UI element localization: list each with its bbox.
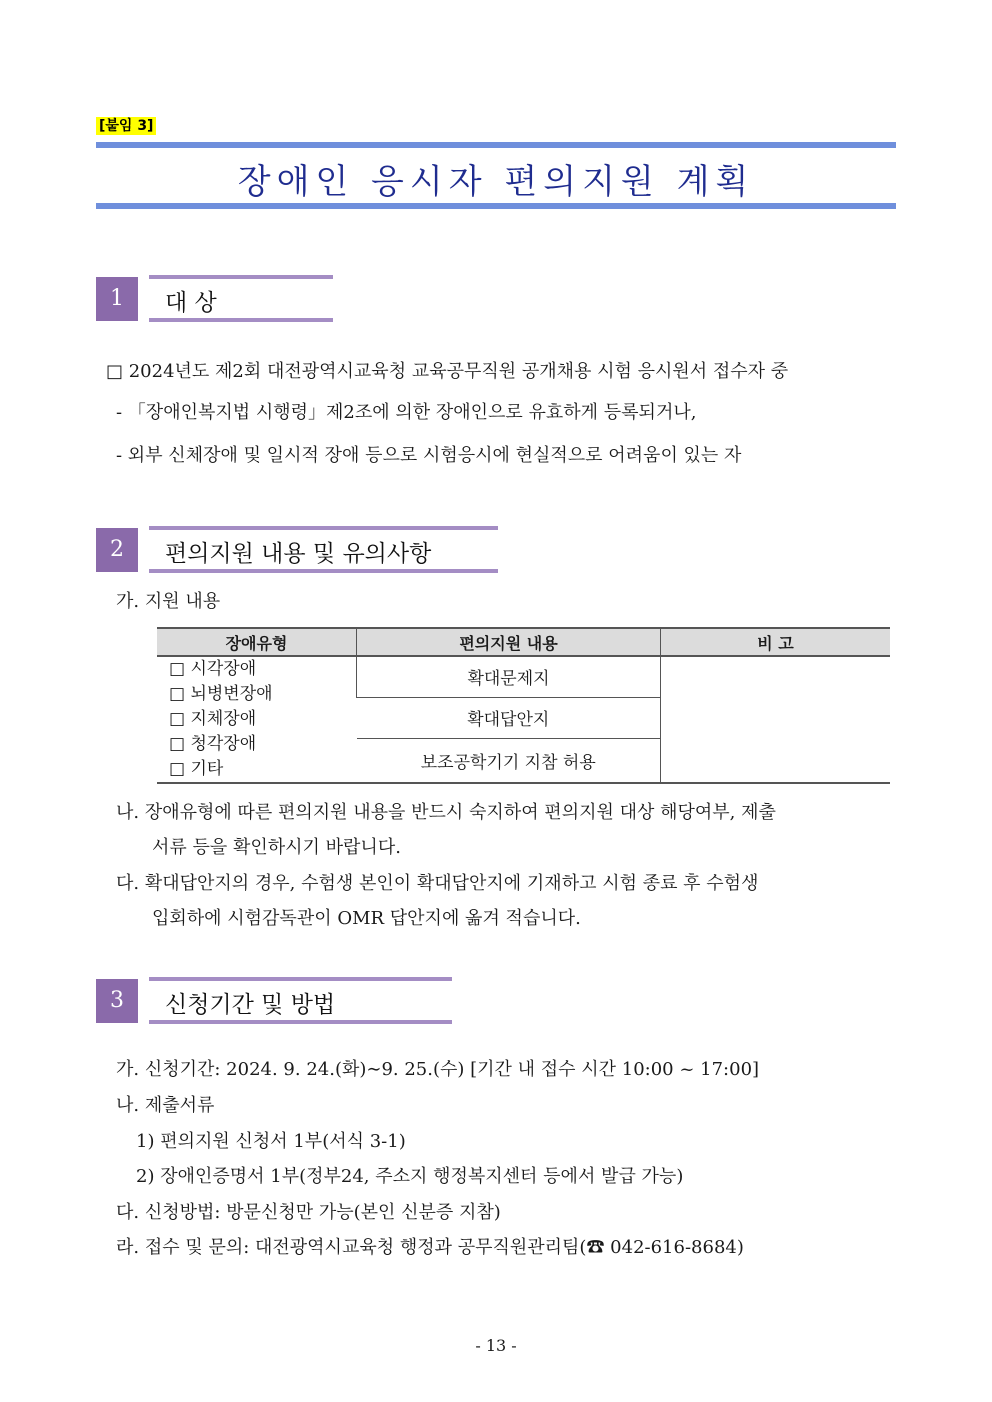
section-title: 대 상	[165, 290, 217, 316]
page-title: 장애인 응시자 편의지원 계획	[237, 162, 755, 202]
column-header: 편의지원 내용	[357, 628, 661, 656]
apply-doc-item: 1) 편의지원 신청서 1부(서식 3-1)	[136, 1131, 406, 1152]
apply-method: 다. 신청방법: 방문신청만 가능(본인 신분증 지참)	[116, 1202, 501, 1223]
section-rule	[149, 1020, 452, 1024]
section-number: 3	[96, 979, 138, 1023]
target-line: - 외부 신체장애 및 일시적 장애 등으로 시험응시에 현실적으로 어려움이 있는 자	[116, 445, 742, 466]
table-row	[157, 656, 890, 697]
note-line: 입회하에 시험감독관이 OMR 답안지에 옮겨 적습니다.	[152, 908, 581, 929]
support-content-cell: 확대답안지	[357, 697, 661, 738]
list-item: □ 기타	[169, 759, 224, 779]
target-line: - 「장애인복지법 시행령」제2조에 의한 장애인으로 유효하게 등록되거나,	[116, 402, 697, 423]
title-top-bar	[96, 142, 896, 148]
column-header: 비 고	[661, 628, 891, 656]
attachment-label: [붙임 3]	[96, 117, 156, 135]
section-rule	[149, 318, 333, 322]
apply-docs-heading: 나. 제출서류	[116, 1095, 215, 1116]
table-header-row	[157, 628, 890, 656]
section-number: 2	[96, 528, 138, 572]
page-number: - 13 -	[475, 1336, 517, 1355]
list-item: □ 시각장애	[169, 659, 257, 679]
support-content-cell: 확대문제지	[357, 656, 661, 697]
section-rule	[149, 977, 452, 981]
remark-cell	[661, 656, 891, 783]
support-subheading: 가. 지원 내용	[116, 591, 221, 612]
section-number: 1	[96, 277, 138, 321]
section-rule	[149, 569, 498, 573]
note-line: 다. 확대답안지의 경우, 수험생 본인이 확대답안지에 기재하고 시험 종료 후 수험생	[116, 873, 759, 894]
disability-types-cell	[157, 656, 357, 783]
section-title: 편의지원 내용 및 유의사항	[165, 541, 432, 567]
list-item: □ 뇌병변장애	[169, 684, 273, 704]
section-rule	[149, 526, 498, 530]
column-header: 장애유형	[157, 628, 357, 656]
section-rule	[149, 275, 333, 279]
section-title: 신청기간 및 방법	[165, 992, 336, 1018]
list-item: □ 지체장애	[169, 709, 257, 729]
support-content-cell: 보조공학기기 지참 허용	[357, 738, 661, 783]
apply-period: 가. 신청기간: 2024. 9. 24.(화)∼9. 25.(수) [기간 내 접수 시간 10:00 ~ 17:00]	[116, 1059, 760, 1080]
target-line: □ 2024년도 제2회 대전광역시교육청 교육공무직원 공개채용 시험 응시원서 접수자 중	[106, 361, 789, 382]
apply-contact: 라. 접수 및 문의: 대전광역시교육청 행정과 공무직원관리팀(☎ 042-616-8684)	[116, 1237, 744, 1258]
apply-doc-item: 2) 장애인증명서 1부(정부24, 주소지 행정복지센터 등에서 발급 가능)	[136, 1166, 684, 1187]
support-table	[157, 627, 890, 784]
list-item: □ 청각장애	[169, 734, 257, 754]
title-bottom-bar	[96, 203, 896, 209]
note-line: 나. 장애유형에 따른 편의지원 내용을 반드시 숙지하여 편의지원 대상 해당여부, 제출	[116, 802, 776, 823]
note-line: 서류 등을 확인하시기 바랍니다.	[152, 837, 401, 858]
